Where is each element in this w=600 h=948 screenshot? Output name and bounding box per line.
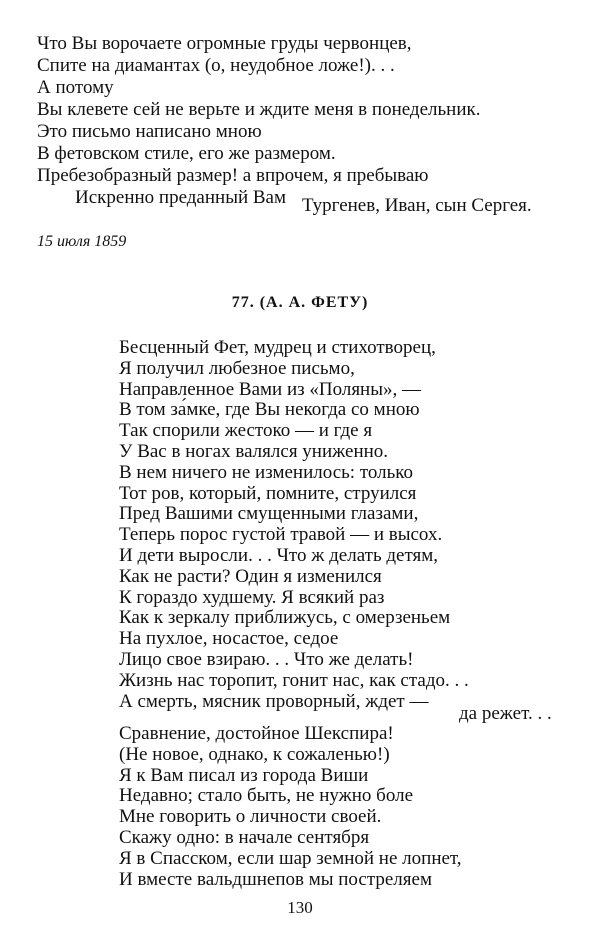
poem-line: Бесценный Фет, мудрец и стихотворец, [119, 337, 436, 358]
poem-line: Мне говорить о личности своей. [119, 806, 382, 828]
poem-line: Лицо свое взираю. . . Что же делать! [119, 648, 414, 670]
text-line: Пребезобразный размер! а впрочем, я пребываю [37, 165, 429, 186]
poem-line: Теперь порос густой травой — и высох. [119, 524, 443, 546]
poem-part-2 [119, 724, 462, 890]
poem-line: Пред Вашими смущенными глазами, [119, 503, 419, 525]
poem-line: И дети выросли. . . Что ж делать детям, [119, 544, 439, 566]
text-line: Это письмо написано мною [37, 121, 262, 142]
poem-line: К гораздо худшему. Я всякий раз [119, 586, 385, 608]
text-line: А потому [37, 77, 114, 98]
poem-line: Так спорили жестоко — и где я [119, 420, 373, 442]
letter-date: 15 июля 1859 [37, 233, 127, 250]
text-line: Спите на диамантах (о, неудобное ложе!). . . [37, 55, 395, 76]
text-line: В фетовском стиле, его же размером. [37, 143, 336, 164]
letter-end-text [37, 33, 481, 209]
poem-line: И вместе вальдшнепов мы постреляем [119, 868, 432, 890]
poem-line: Я получил любезное письмо, [119, 357, 355, 379]
poem-line-tail: да режет. . . [459, 703, 552, 724]
poem-part-1 [119, 338, 469, 712]
poem-line: Жизнь нас торопит, гонит нас, как стадо. . . [119, 669, 469, 691]
poem-line: На пухлое, носастое, седое [119, 628, 339, 650]
poem-line: Скажу одно: в начале сентября [119, 826, 370, 848]
poem-line: Тот ров, который, помните, струился [119, 482, 417, 504]
poem-line: А смерть, мясник проворный, ждет — [119, 690, 429, 712]
poem-line: Как не расти? Один я изменился [119, 565, 382, 587]
poem-line: (Не новое, однако, к сожаленью!) [119, 743, 390, 765]
poem-line: Как к зеркалу приближусь, с омерзеньем [119, 607, 451, 629]
poem-line: В нем ничего не изменилось: только [119, 461, 414, 483]
text-line: Вы клевете сей не верьте и ждите меня в понедельник. [37, 99, 481, 120]
text-line: Искренно преданный Вам [75, 187, 287, 208]
page-number: 130 [287, 898, 313, 917]
poem-line: Сравнение, достойное Шекспира! [119, 723, 394, 744]
poem-line: В том за́мке, где Вы некогда со мною [119, 399, 420, 421]
poem-line: Я к Вам писал из города Виши [119, 764, 369, 786]
text-line: Что Вы ворочаете огромные груды червонцев, [37, 33, 412, 54]
poem-line: Недавно; стало быть, не нужно боле [119, 785, 414, 807]
poem-line: У Вас в ногах валялся униженно. [119, 440, 389, 462]
letter-heading: 77. (А. А. ФЕТУ) [231, 294, 369, 311]
poem-line: Направленное Вами из «Поляны», — [119, 378, 421, 400]
signature: Тургенев, Иван, сын Сергея. [302, 195, 532, 216]
poem-line: Я в Спасском, если шар земной не лопнет, [119, 847, 462, 869]
